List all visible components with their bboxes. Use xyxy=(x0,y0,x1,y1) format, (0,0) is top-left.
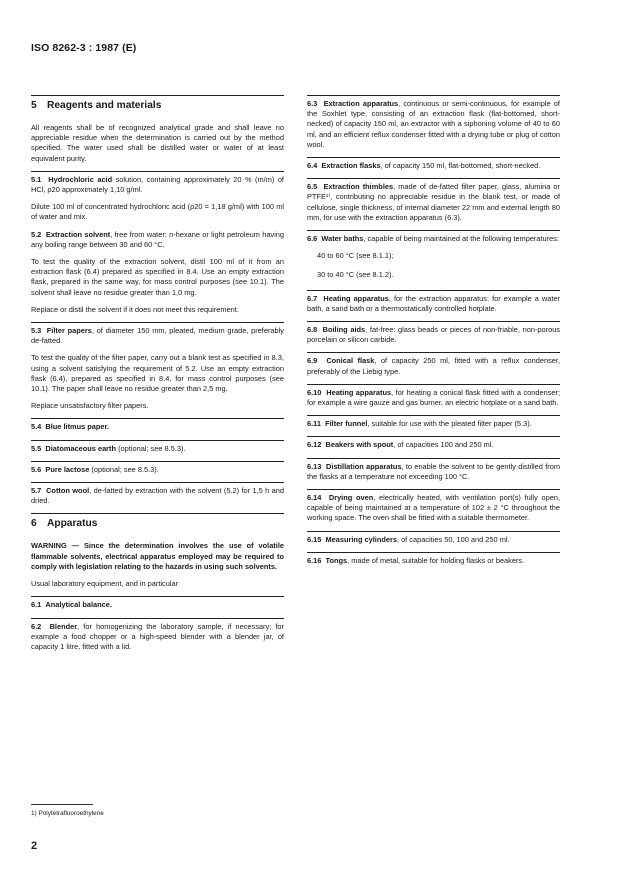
clause-5-3-test: To test the quality of the filter paper, carry out a blank test as specified in 8.3, using a solvent satisfying the requirement of 5.2. Use an empty extraction flask (6.4), prepared as specified in 8.4, for mass control purposes (see 10.1). The paper shall leave no residue greater than 2,5 mg. xyxy=(31,353,284,394)
left-column xyxy=(31,95,284,659)
clause-rule xyxy=(31,482,284,483)
clause-rule xyxy=(307,489,560,490)
clause-5-2-replace: Replace or distil the solvent if it does not meet this requirement. xyxy=(31,304,239,314)
clause-6-11: 6.11 Filter funnel, suitable for use with the pleated filter paper (5.3). xyxy=(307,419,532,429)
clause-6-16: 6.16 Tongs, made of metal, suitable for holding flasks or beakers. xyxy=(307,555,525,565)
clause-6-14: 6.14 Drying oven, electrically heated, with ventilation port(s) fully open, capable of being maintained at a temperature of 102 ± 2 °C throughout the working space. The oven shall be fitted with a suitable thermometer. xyxy=(307,493,560,523)
clause-6-13: 6.13 Distillation apparatus, to enable the solvent to be gently distilled from the flasks at a temperature not exceeding 100 °C. xyxy=(307,461,560,481)
clause-rule xyxy=(307,352,560,353)
clause-rule xyxy=(31,618,284,619)
clause-5-3-replace: Replace unsatisfactory filter papers. xyxy=(31,401,149,411)
footnote: 1) Polytetrafluoroethylene xyxy=(31,810,104,817)
clause-6-9: 6.9 Conical flask, of capacity 250 ml, fitted with a reflux condenser, preferably of the Liebig type. xyxy=(307,356,561,376)
clause-6-10: 6.10 Heating apparatus, for heating a conical flask fitted with a condenser; for example a wire gauze and gas burner, an electric hotplate or a sand bath. xyxy=(307,387,561,408)
clause-rule xyxy=(307,157,560,158)
footnote-rule xyxy=(31,804,93,805)
clause-rule xyxy=(307,290,560,291)
clause-6-6: 6.6 Water baths, capable of being maintained at the following temperatures: xyxy=(307,234,559,244)
clause-6-12: 6.12 Beakers with spout, of capacities 100 and 250 ml. xyxy=(307,440,494,450)
clause-rule xyxy=(307,178,560,179)
clause-rule xyxy=(31,440,284,441)
clause-6-8: 6.8 Boiling aids, fat-free: glass beads or pieces of non-friable, non-porous porcelain or silicon carbide. xyxy=(307,325,560,345)
clause-rule xyxy=(307,436,560,437)
clause-6-3: 6.3 Extraction apparatus, continuous or semi-continuous, for example of the Soxhlet type, consisting of an extraction flask (flat-bottomed, short-necked) of capacity 150 ml, an extractor with a siphoning volume of 40 to 60 ml, and an efficient reflux condenser fitted with a drying tube or plug of cotton wool. xyxy=(307,99,560,149)
clause-6-5: 6.5 Extraction thimbles, made of de-fatted filter paper, glass, alumina or PTFE¹⁾, contributing no appreciable residue in the blank test, or made of cellulose, single thickness, of internal diameter 22 mm and external length 80 mm, for use with the extraction apparatus (6.3). xyxy=(307,182,560,222)
clause-5-2-test: To test the quality of the extraction solvent, distil 100 ml of it from an extraction flask (6.4) prepared as specified in 8.4. Use an empty extraction flask, prepared in the same way, for mass control purposes (see 10.1). The solvent shall leave no residue greater than 1,0 mg. xyxy=(31,257,284,297)
clause-rule xyxy=(307,531,560,532)
clause-rule xyxy=(307,552,560,553)
clause-rule xyxy=(307,384,560,385)
clause-5-2: 5.2 Extraction solvent, free from water: n-hexane or light petroleum having any boiling range between 30 and 60 °C. xyxy=(31,229,284,249)
clause-rule xyxy=(307,230,560,231)
warning-text: WARNING — Since the determination involves the use of volatile flammable solvents, electrical apparatus employed may be required to comply with legislation relating to the hazards in using such solvents. xyxy=(31,541,284,571)
clause-rule xyxy=(307,415,560,416)
right-column xyxy=(307,95,560,573)
clause-rule xyxy=(307,321,560,322)
page-number: 2 xyxy=(31,840,38,852)
section-5-intro: All reagents shall be of recognized analytical grade and shall leave no appreciable residue when the determination is carried out by the method specified. The water used shall be distilled water or water of at least equivalent purity. xyxy=(31,123,284,163)
clause-rule xyxy=(307,95,560,96)
clause-6-1: 6.1 Analytical balance. xyxy=(31,600,112,610)
clause-5-5: 5.5 Diatomaceous earth (optional; see 8.5.3). xyxy=(31,443,186,453)
clause-5-7: 5.7 Cotton wool, de-fatted by extraction with the solvent (5.2) for 1,5 h and dried. xyxy=(31,486,285,506)
clause-6-7: 6.7 Heating apparatus, for the extraction apparatus: for example a water bath, a sand bath or a thermostatically controlled hotplate. xyxy=(307,293,561,313)
document-header: ISO 8262-3 : 1987 (E) xyxy=(31,42,137,54)
clause-5-1: 5.1 Hydrochloric acid solution, containing approximately 20 % (m/m) of HCl, ρ20 approximately 1,10 g/ml. xyxy=(31,174,284,195)
section-rule xyxy=(31,95,284,96)
section-rule xyxy=(31,513,284,514)
clause-5-1-dilution: Dilute 100 ml of concentrated hydrochloric acid (ρ20 = 1,18 g/ml) with 100 ml of water and mix. xyxy=(31,202,284,222)
clause-6-4: 6.4 Extraction flasks, of capacity 150 ml, flat-bottomed, short-necked. xyxy=(307,161,541,171)
clause-rule xyxy=(31,322,284,323)
clause-5-6: 5.6 Pure lactose (optional; see 8.5.3). xyxy=(31,464,159,474)
temperature-item: 30 to 40 °C (see 8.1.2). xyxy=(317,270,394,280)
section-6-heading: 6 Apparatus xyxy=(31,518,98,530)
clause-rule xyxy=(31,171,284,172)
temperature-item: 40 to 60 °C (see 8.1.1); xyxy=(317,251,394,261)
section-6-intro: Usual laboratory equipment, and in particular xyxy=(31,579,179,589)
clause-6-2: 6.2 Blender, for homogenizing the laboratory sample, if necessary; for example a food chopper or a high-speed blender with a blender jar, of capacity 1 litre, fitted with a lid. xyxy=(31,621,285,651)
clause-rule xyxy=(31,596,284,597)
clause-rule xyxy=(31,461,284,462)
clause-rule xyxy=(307,458,560,459)
clause-5-4: 5.4 Blue litmus paper. xyxy=(31,422,110,432)
clause-5-3: 5.3 Filter papers, of diameter 150 mm, pleated, medium grade, preferably de-fatted. xyxy=(31,326,284,346)
clause-rule xyxy=(31,418,284,419)
clause-6-15: 6.15 Measuring cylinders, of capacities 50, 100 and 250 ml. xyxy=(307,534,510,544)
section-5-heading: 5 Reagents and materials xyxy=(31,100,162,111)
